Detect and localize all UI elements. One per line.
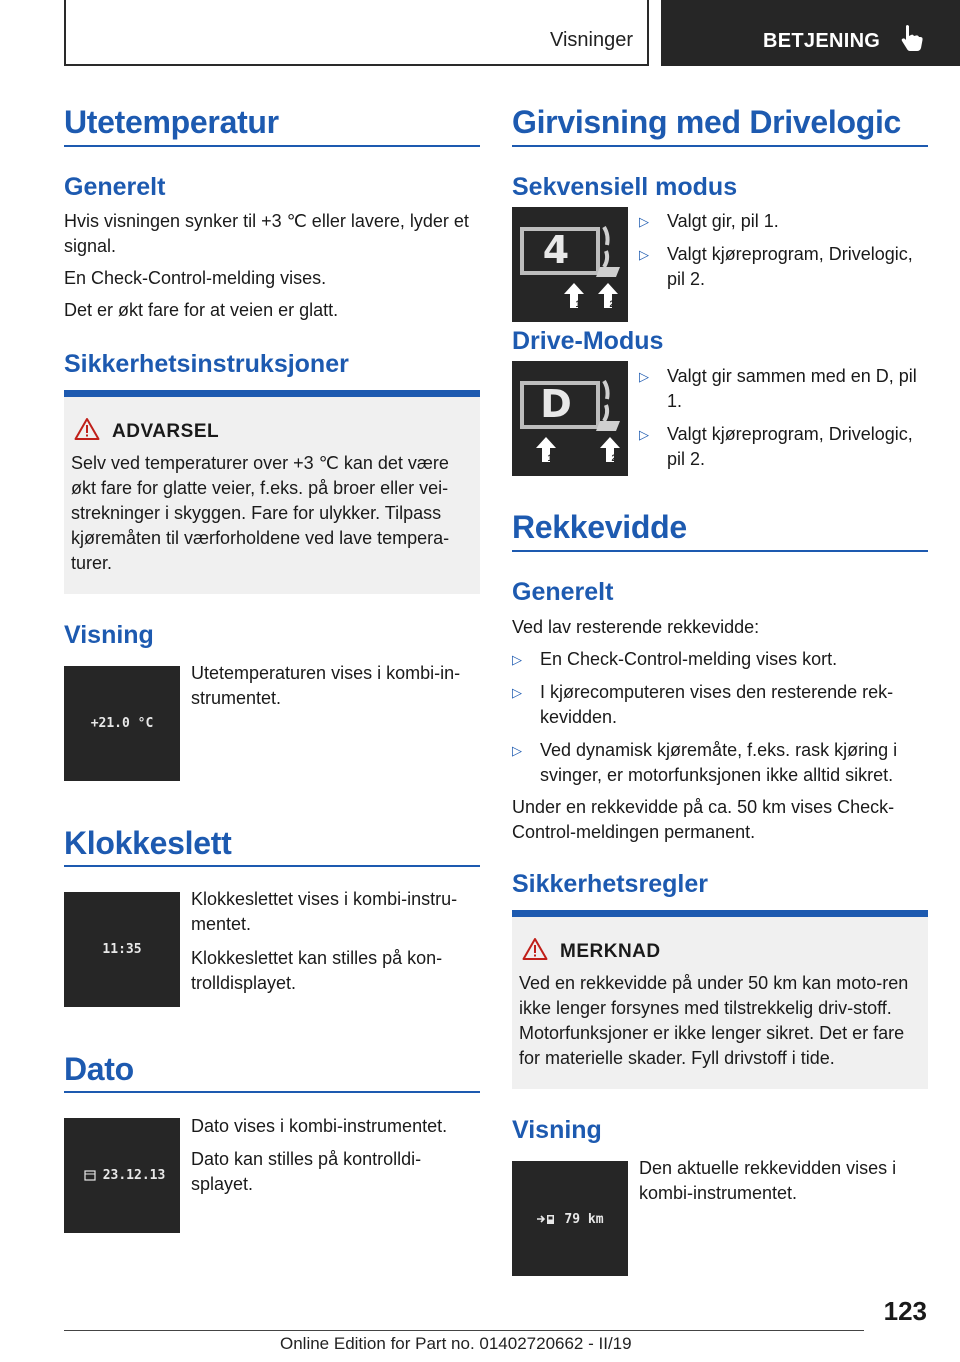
title-rule — [512, 550, 928, 552]
header-chapter-box — [661, 0, 960, 66]
temperature-display-image — [64, 666, 180, 781]
visning-text: Utetemperaturen vises i kombi-in‐strumentet. — [191, 663, 461, 708]
utetemperatur-title: Utetemperatur — [64, 104, 279, 140]
notice-box — [512, 910, 928, 1089]
header-section-title: Visninger — [549, 29, 633, 51]
rekkevidde-intro: Ved lav resterende rekkevidde: — [512, 617, 760, 637]
temperature-display-text: +21.0 °C — [90, 716, 154, 731]
warning-label: ADVARSEL — [112, 421, 220, 442]
title-rule — [64, 865, 480, 867]
svg-text:2: 2 — [609, 299, 615, 309]
klokkeslett-p1: Klokkeslettet vises i kombi-instru‐mentet. — [191, 889, 458, 934]
arrow-1-2-icons — [562, 281, 626, 311]
svg-text:2: 2 — [611, 453, 617, 463]
pointing-hand-icon — [901, 24, 923, 52]
dato-p1: Dato vises i kombi-instrumentet. — [191, 1116, 448, 1136]
warning-triangle-icon — [74, 417, 100, 441]
notice-label: MERKNAD — [560, 941, 661, 962]
drive-gear-text: D — [540, 382, 572, 426]
date-display-image — [64, 1118, 180, 1233]
rekkevidde-visning-text: Den aktuelle rekkevidden vises i kombi-instrumentet. — [639, 1158, 897, 1203]
date-display-text: 23.12.13 — [102, 1168, 166, 1183]
bullet-triangle-icon: ▷ — [512, 743, 522, 758]
drive-modus-heading: Drive-Modus — [512, 327, 664, 355]
page-header — [0, 0, 960, 66]
drive-item-2: ▷ Valgt kjøreprogram, Drivelogic, pil 2. — [639, 424, 913, 469]
svg-text:1: 1 — [547, 453, 553, 463]
rekkevidde-item-1: ▷ En Check-Control-melding vises kort. — [512, 647, 928, 672]
sekvensiell-item-1: ▷ Valgt gir, pil 1. — [639, 209, 928, 234]
bullet-triangle-icon: ▷ — [512, 652, 522, 667]
bullet-triangle-icon: ▷ — [639, 369, 649, 384]
bullet-triangle-icon: ▷ — [512, 685, 522, 700]
warning-triangle-icon — [522, 937, 548, 961]
title-rule — [64, 145, 480, 147]
sequential-gear-display-image — [512, 207, 628, 322]
rekkevidde-title: Rekkevidde — [512, 509, 687, 545]
bullet-triangle-icon: ▷ — [639, 214, 649, 229]
clock-display-image — [64, 892, 180, 1007]
rekkevidde-item-2: ▷ I kjørecomputeren vises den resterende rek‐kevidden. — [512, 682, 894, 727]
dato-title: Dato — [64, 1051, 134, 1087]
warning-box — [64, 390, 480, 594]
rekkevidde-item-3: ▷ Ved dynamisk kjøremåte, f.eks. rask kjøring i svinger, er motorfunksjonen ikke alltid sikret. — [512, 740, 898, 785]
dato-p2: Dato kan stilles på kontrolldi‐splayet. — [191, 1149, 422, 1194]
utetemperatur-generelt-heading: Generelt — [64, 173, 166, 201]
bullet-triangle-icon: ▷ — [639, 247, 649, 262]
notice-text: Ved en rekkevidde på under 50 km kan moto‐ren ikke lenger forsynes med tilstrekkelig driv‐stoff. Motorfunksjoner er ikke lenger sikret. Det er fare for materielle skader. Fyll drivstoff i tide. — [519, 973, 909, 1068]
range-display-text: 79 km — [564, 1212, 604, 1227]
sikkerhetsinstruksjoner-heading: Sikkerhetsinstruksjoner — [64, 350, 349, 378]
utetemperatur-generelt-p1: Hvis visningen synker til +3 ℃ eller lavere, lyder et signal. — [64, 211, 469, 256]
visning-heading: Visning — [64, 621, 154, 649]
rekkevidde-visning-heading: Visning — [512, 1116, 602, 1144]
drive-item-1: ▷ Valgt gir sammen med en D, pil 1. — [639, 366, 917, 411]
sikkerhetsregler-heading: Sikkerhetsregler — [512, 870, 708, 898]
utetemperatur-generelt-p2: En Check-Control-melding vises. — [64, 268, 327, 288]
title-rule — [64, 1091, 480, 1093]
utetemperatur-generelt-p3: Det er økt fare for at veien er glatt. — [64, 300, 339, 320]
drive-gear-display-image — [512, 361, 628, 476]
girvisning-title: Girvisning med Drivelogic — [512, 104, 902, 140]
sequential-gear-text: 4 — [542, 228, 570, 272]
sekvensiell-item-2: ▷ Valgt kjøreprogram, Drivelogic, pil 2. — [639, 244, 913, 289]
range-display-image — [512, 1161, 628, 1276]
klokkeslett-p2: Klokkeslettet kan stilles på kon‐trolldisplayet. — [191, 948, 443, 993]
header-section-box — [64, 0, 649, 66]
page-number: 123 — [883, 1296, 927, 1326]
sekvensiell-heading: Sekvensiell modus — [512, 173, 738, 201]
clock-display-text: 11:35 — [102, 942, 142, 957]
footer-rule — [64, 1330, 864, 1331]
header-chapter-title: BETJENING — [763, 30, 881, 52]
rekkevidde-generelt-heading: Generelt — [512, 578, 614, 606]
arrow-1-2-icons — [534, 435, 626, 465]
svg-text:1: 1 — [575, 299, 581, 309]
bullet-triangle-icon: ▷ — [639, 427, 649, 442]
footer-edition: Online Edition for Part no. 01402720662 - II/19 — [280, 1334, 632, 1353]
warning-text: Selv ved temperaturer over +3 ℃ kan det være økt fare for glatte veier, f.eks. på broer eller vei‐strekninger i skyggen. Fare for ulykker. Tilpass kjøremåten til værforholdene ved lave tempera‐turer. — [71, 453, 450, 573]
rekkevidde-after: Under en rekkevidde på ca. 50 km vises Check-Control-meldingen permanent. — [512, 797, 895, 842]
title-rule — [512, 145, 928, 147]
klokkeslett-title: Klokkeslett — [64, 825, 232, 861]
